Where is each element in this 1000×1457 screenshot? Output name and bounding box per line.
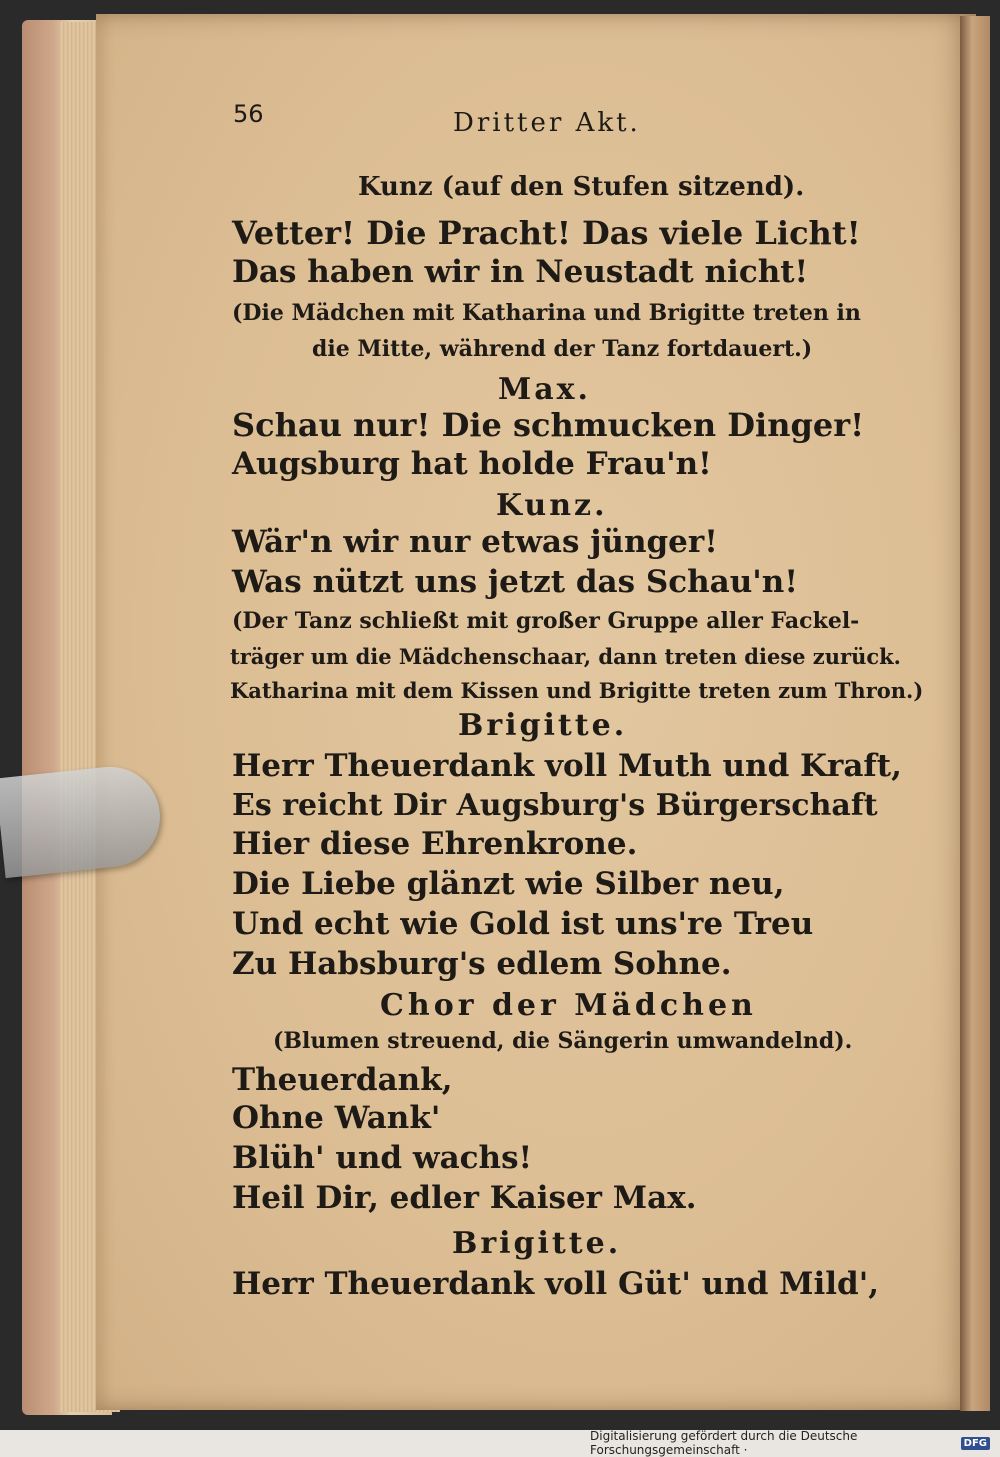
speaker-name: Brigitte. [458,708,628,743]
verse-line: Schau nur! Die schmucken Dinger! [232,406,865,444]
verse-line: Was nützt uns jetzt das Schau'n! [232,564,798,600]
running-title: Dritter Akt. [453,108,641,138]
verse-line: Theuerdank, [232,1062,453,1098]
verse-line: Die Liebe glänzt wie Silber neu, [232,866,785,902]
stage-direction: Katharina mit dem Kissen und Brigitte treten zum Thron.) [230,678,924,703]
dfg-logo: DFG [961,1437,990,1450]
verse-line: Herr Theuerdank voll Muth und Kraft, [232,748,902,784]
speaker-name: Kunz. [496,488,608,523]
verse-line: Hier diese Ehrenkrone. [232,826,638,862]
verse-line: Es reicht Dir Augsburg's Bürgerschaft [232,788,878,823]
speaker-name: Max. [498,372,591,407]
digitization-credit [590,1429,990,1457]
speaker-with-direction: Kunz (auf den Stufen sitzend). [358,172,805,202]
verse-line: Herr Theuerdank voll Güt' und Mild', [232,1266,879,1302]
verse-line: Und echt wie Gold ist uns're Treu [232,906,814,942]
stage-direction: (Die Mädchen mit Katharina und Brigitte treten in [232,300,861,326]
speaker-name: Brigitte. [452,1226,622,1261]
credit-text: Digitalisierung gefördert durch die Deutsche Forschungsgemeinschaft · [590,1429,858,1457]
stage-direction: träger um die Mädchenschaar, dann treten diese zurück. [230,644,901,669]
verse-line: Augsburg hat holde Frau'n! [232,446,712,482]
verse-line: Heil Dir, edler Kaiser Max. [232,1180,697,1216]
page-number: 56 [233,100,264,128]
stage-direction: (Blumen streuend, die Sängerin umwandelnd). [273,1028,853,1054]
speaker-name: Chor der Mädchen [380,988,757,1023]
verse-line: Wär'n wir nur etwas jünger! [232,524,718,560]
verse-line: Das haben wir in Neustadt nicht! [232,254,809,290]
stage-direction: die Mitte, während der Tanz fortdauert.) [312,336,813,362]
verse-line: Ohne Wank' [232,1100,441,1136]
verse-line: Vetter! Die Pracht! Das viele Licht! [232,214,861,252]
stage-direction: (Der Tanz schließt mit großer Gruppe aller Fackel- [232,608,860,634]
verse-line: Blüh' und wachs! [232,1140,533,1176]
verse-line: Zu Habsburg's edlem Sohne. [232,946,732,982]
